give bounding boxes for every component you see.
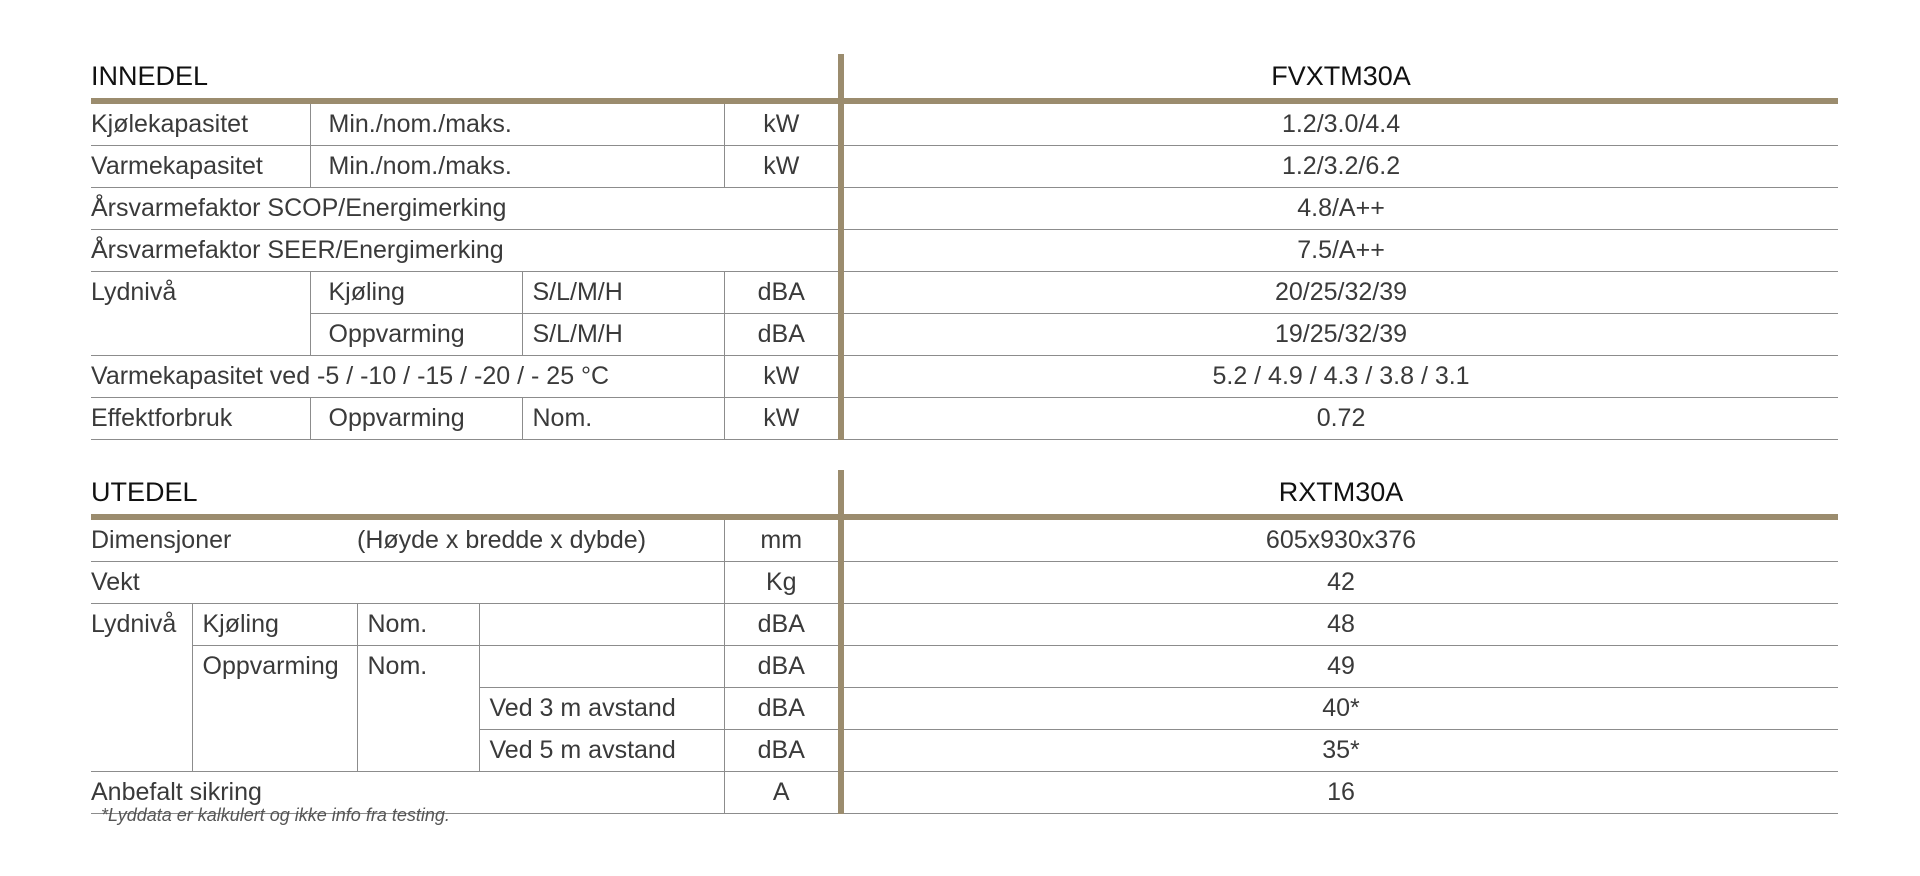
row-value: 1.2/3.0/4.4 [1281,110,1401,138]
row-mode: Oppvarming [310,314,522,356]
row-unit: dBA [724,730,841,772]
row-sublabel: Min./nom./maks. [310,101,724,146]
row-label: Effektforbruk [91,398,310,440]
row-unit: dBA [724,688,841,730]
row-value: 1.2/3.2/6.2 [841,146,1838,188]
row-value: 7.5/A++ [841,230,1838,272]
row-unit: mm [724,517,841,562]
row-label: Kjølekapasitet [91,110,249,138]
table-row [91,272,1838,314]
row-value: 35* [841,730,1838,772]
indoor-spec-table [91,54,1838,440]
outdoor-model-name: RXTM30A [841,470,1838,517]
row-mode: Kjøling [192,604,357,646]
outdoor-spec-table [91,470,1838,814]
table-row [91,230,1838,272]
row-value: 20/25/32/39 [841,272,1838,314]
row-label: Varmekapasitet ved -5 / -10 / -15 / -20 / - 25 °C [91,356,724,398]
row-unit: dBA [724,314,841,356]
row-value: 16 [841,772,1838,814]
row-unit: kW [724,101,841,146]
row-empty [479,604,724,646]
row-unit: dBA [724,604,841,646]
row-spec: S/L/M/H [522,314,724,356]
table-row [91,356,1838,398]
indoor-section-title: INNEDEL [91,54,841,101]
table-row [91,517,1838,562]
table-row [91,101,1838,146]
footnote: *Lyddata er kalkulert og ikke info fra testing. [101,805,450,825]
row-label: Årsvarmefaktor SEER/Energimerking [91,230,841,272]
table-row [91,562,1838,604]
row-distance: Ved 5 m avstand [479,730,724,772]
row-spec: S/L/M/H [522,272,724,314]
row-unit: A [724,772,841,814]
row-label: Årsvarmefaktor SCOP/Energimerking [91,188,841,230]
table-row [91,314,1838,356]
row-label: Lydnivå [91,272,310,356]
row-unit: kW [724,146,841,188]
row-empty [479,646,724,688]
row-label: Vekt [91,562,724,604]
indoor-model-name: FVXTM30A [841,54,1838,101]
row-value: 5.2 / 4.9 / 4.3 / 3.8 / 3.1 [841,356,1838,398]
row-label: Anbefalt sikring [91,772,724,814]
row-sublabel: Min./nom./maks. [310,146,724,188]
row-unit: Kg [724,562,841,604]
row-mode: Oppvarming [192,646,357,772]
row-unit: dBA [724,272,841,314]
row-value: 49 [841,646,1838,688]
table-row [91,146,1838,188]
row-value: 605x930x376 [1265,526,1417,554]
row-value: 40* [841,688,1838,730]
row-value: 0.72 [841,398,1838,440]
table-row [91,646,1838,688]
row-mode: Kjøling [310,272,522,314]
table-row [91,188,1838,230]
outdoor-section-title: UTEDEL [91,470,841,517]
row-spec: Nom. [357,646,479,772]
table-row [91,604,1838,646]
row-label: Dimensjoner [91,526,232,554]
row-mode: Oppvarming [310,398,522,440]
row-unit: kW [724,398,841,440]
table-row [91,398,1838,440]
row-value: 48 [841,604,1838,646]
row-spec: Nom. [522,398,724,440]
row-value: 42 [841,562,1838,604]
row-unit: kW [724,356,841,398]
row-distance: Ved 3 m avstand [479,688,724,730]
row-label: Varmekapasitet [91,146,310,188]
row-spec: Nom. [357,604,479,646]
row-value: 4.8/A++ [841,188,1838,230]
row-label: Lydnivå [91,604,192,772]
row-sublabel: (Høyde x bredde x dybde) [357,526,647,554]
row-value: 19/25/32/39 [841,314,1838,356]
row-unit: dBA [724,646,841,688]
